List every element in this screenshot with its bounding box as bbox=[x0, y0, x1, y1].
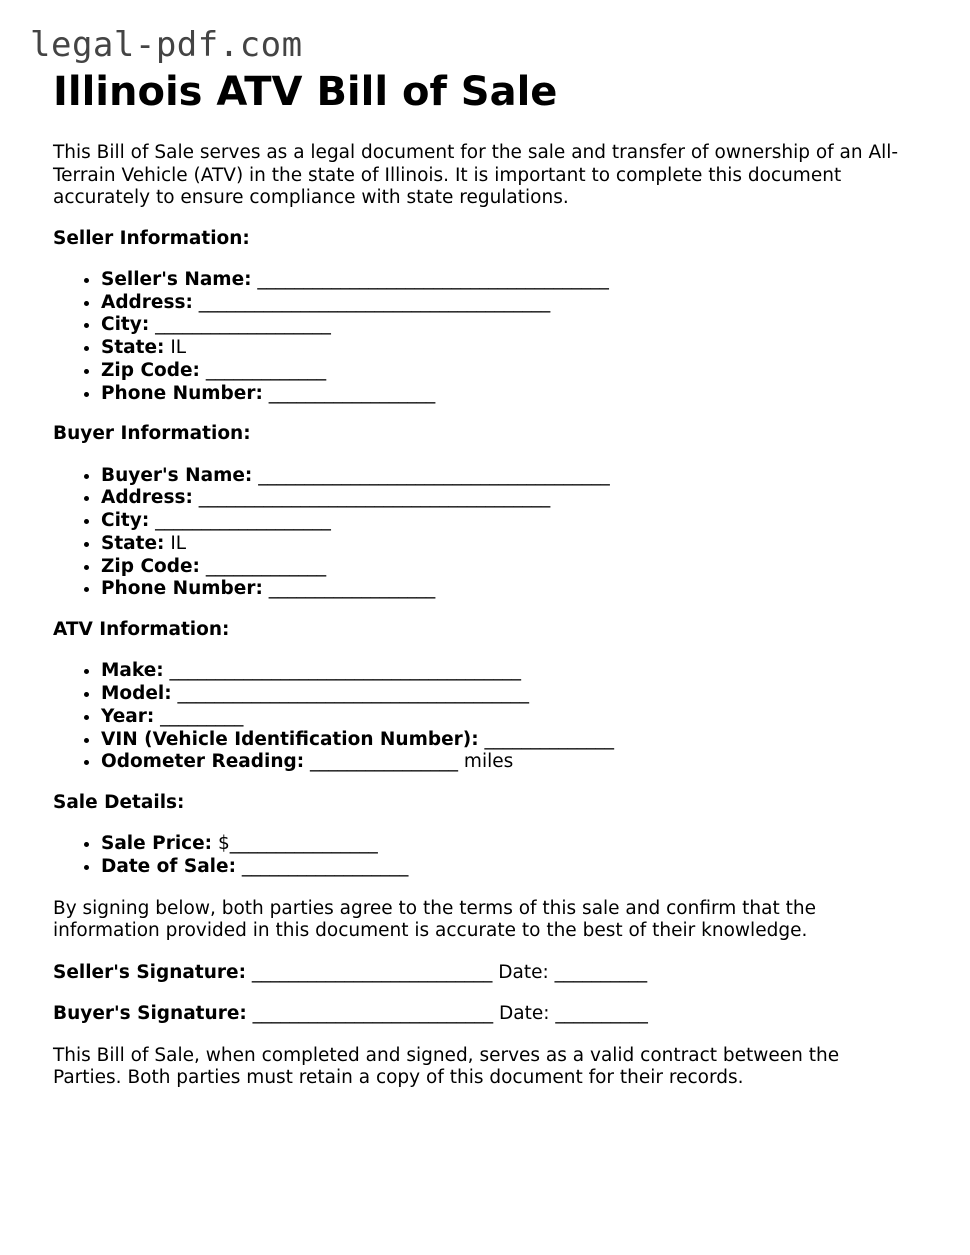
seller-zip-field[interactable] bbox=[101, 360, 903, 383]
atv-vin-label: VIN (Vehicle Identification Number): bbox=[101, 728, 479, 750]
intro-paragraph: This Bill of Sale serves as a legal document for the sale and transfer of ownership of an All-Terrain Vehicle (ATV) in the state of Illinois. It is important to complete this document accurately to ensure compliance with state regulations. bbox=[53, 142, 899, 208]
seller-phone-field[interactable] bbox=[101, 383, 903, 406]
atv-make-blank[interactable]: ______________________________________ bbox=[169, 660, 522, 682]
sale-date-field[interactable] bbox=[101, 856, 903, 879]
atv-model-label: Model: bbox=[101, 683, 172, 705]
atv-model-field[interactable] bbox=[101, 683, 903, 706]
buyer-address-field[interactable] bbox=[101, 487, 903, 510]
buyer-phone-label: Phone Number: bbox=[101, 578, 263, 600]
buyer-date-blank[interactable]: __________ bbox=[555, 1003, 648, 1025]
buyer-phone-blank[interactable]: __________________ bbox=[268, 578, 436, 600]
seller-phone-label: Phone Number: bbox=[101, 382, 263, 404]
buyer-address-blank[interactable]: ______________________________________ bbox=[198, 487, 551, 509]
seller-address-label: Address: bbox=[101, 291, 193, 313]
seller-section-heading: Seller Information: bbox=[53, 227, 250, 249]
seller-date-blank[interactable]: __________ bbox=[554, 961, 648, 983]
seller-phone-blank[interactable]: __________________ bbox=[268, 382, 436, 404]
document-page bbox=[53, 70, 903, 1090]
sale-price-label: Sale Price: bbox=[101, 833, 213, 855]
buyer-signature-blank[interactable]: __________________________ bbox=[252, 1003, 494, 1025]
sale-date-label: Date of Sale: bbox=[101, 856, 236, 878]
seller-state-field bbox=[101, 337, 903, 360]
seller-name-label: Seller's Name: bbox=[101, 269, 252, 290]
buyer-state-value: IL bbox=[170, 532, 187, 554]
seller-address-field[interactable] bbox=[101, 292, 903, 315]
buyer-name-label: Buyer's Name: bbox=[101, 464, 253, 486]
buyer-zip-blank[interactable]: _____________ bbox=[205, 555, 327, 577]
sale-section-heading: Sale Details: bbox=[53, 791, 185, 813]
sale-field-list bbox=[53, 833, 903, 878]
sale-price-field[interactable] bbox=[101, 833, 903, 856]
seller-signature-line[interactable] bbox=[53, 962, 903, 985]
atv-model-blank[interactable]: ______________________________________ bbox=[177, 683, 530, 705]
atv-vin-blank[interactable]: ______________ bbox=[484, 728, 615, 750]
buyer-name-blank[interactable]: ______________________________________ bbox=[258, 464, 610, 486]
atv-vin-field[interactable] bbox=[101, 729, 903, 752]
buyer-state-field bbox=[101, 533, 903, 556]
atv-odometer-label: Odometer Reading: bbox=[101, 751, 305, 773]
seller-signature-label: Seller's Signature: bbox=[53, 961, 246, 983]
buyer-name-field[interactable] bbox=[101, 465, 903, 488]
atv-year-field[interactable] bbox=[101, 706, 903, 729]
buyer-field-list bbox=[53, 465, 903, 601]
sale-date-blank[interactable]: __________________ bbox=[241, 856, 409, 878]
seller-city-label: City: bbox=[101, 314, 150, 336]
buyer-city-field[interactable] bbox=[101, 510, 903, 533]
buyer-zip-label: Zip Code: bbox=[101, 555, 200, 577]
buyer-phone-field[interactable] bbox=[101, 578, 903, 601]
seller-name-field[interactable] bbox=[101, 269, 903, 292]
seller-city-field[interactable] bbox=[101, 314, 903, 337]
atv-section-heading: ATV Information: bbox=[53, 618, 230, 640]
buyer-city-label: City: bbox=[101, 510, 150, 532]
seller-state-value: IL bbox=[170, 337, 187, 359]
seller-date-label: Date: bbox=[498, 961, 549, 983]
atv-make-field[interactable] bbox=[101, 660, 903, 683]
seller-zip-label: Zip Code: bbox=[101, 359, 200, 381]
atv-odometer-field[interactable] bbox=[101, 751, 903, 774]
seller-signature-blank[interactable]: __________________________ bbox=[251, 961, 493, 983]
atv-make-label: Make: bbox=[101, 660, 164, 682]
seller-field-list bbox=[53, 269, 903, 405]
seller-zip-blank[interactable]: _____________ bbox=[205, 359, 327, 381]
seller-city-blank[interactable]: ___________________ bbox=[155, 314, 331, 336]
atv-year-label: Year: bbox=[101, 705, 155, 727]
buyer-signature-line[interactable] bbox=[53, 1003, 903, 1026]
buyer-state-label: State: bbox=[101, 532, 165, 554]
seller-state-label: State: bbox=[101, 337, 165, 359]
watermark: legal-pdf.com bbox=[30, 25, 303, 65]
atv-field-list bbox=[53, 660, 903, 774]
page-title: Illinois ATV Bill of Sale bbox=[53, 69, 558, 115]
buyer-city-blank[interactable]: ___________________ bbox=[155, 510, 331, 532]
buyer-signature-label: Buyer's Signature: bbox=[53, 1003, 247, 1025]
seller-address-blank[interactable]: ______________________________________ bbox=[198, 291, 551, 313]
buyer-date-label: Date: bbox=[499, 1003, 550, 1025]
atv-odometer-unit: miles bbox=[463, 751, 514, 773]
seller-name-blank[interactable]: ______________________________________ bbox=[257, 269, 609, 290]
atv-year-blank[interactable]: _________ bbox=[160, 705, 244, 727]
buyer-zip-field[interactable] bbox=[101, 556, 903, 579]
buyer-address-label: Address: bbox=[101, 487, 193, 509]
atv-odometer-blank[interactable]: ________________ bbox=[310, 751, 459, 773]
closing-paragraph: This Bill of Sale, when completed and signed, serves as a valid contract between the Parties. Both parties must retain a copy of this document for their records. bbox=[53, 1044, 840, 1089]
buyer-section-heading: Buyer Information: bbox=[53, 423, 251, 445]
sale-price-blank[interactable]: $________________ bbox=[217, 833, 378, 855]
agreement-paragraph: By signing below, both parties agree to the terms of this sale and confirm that the information provided in this document is accurate to the best of their knowledge. bbox=[53, 897, 816, 942]
